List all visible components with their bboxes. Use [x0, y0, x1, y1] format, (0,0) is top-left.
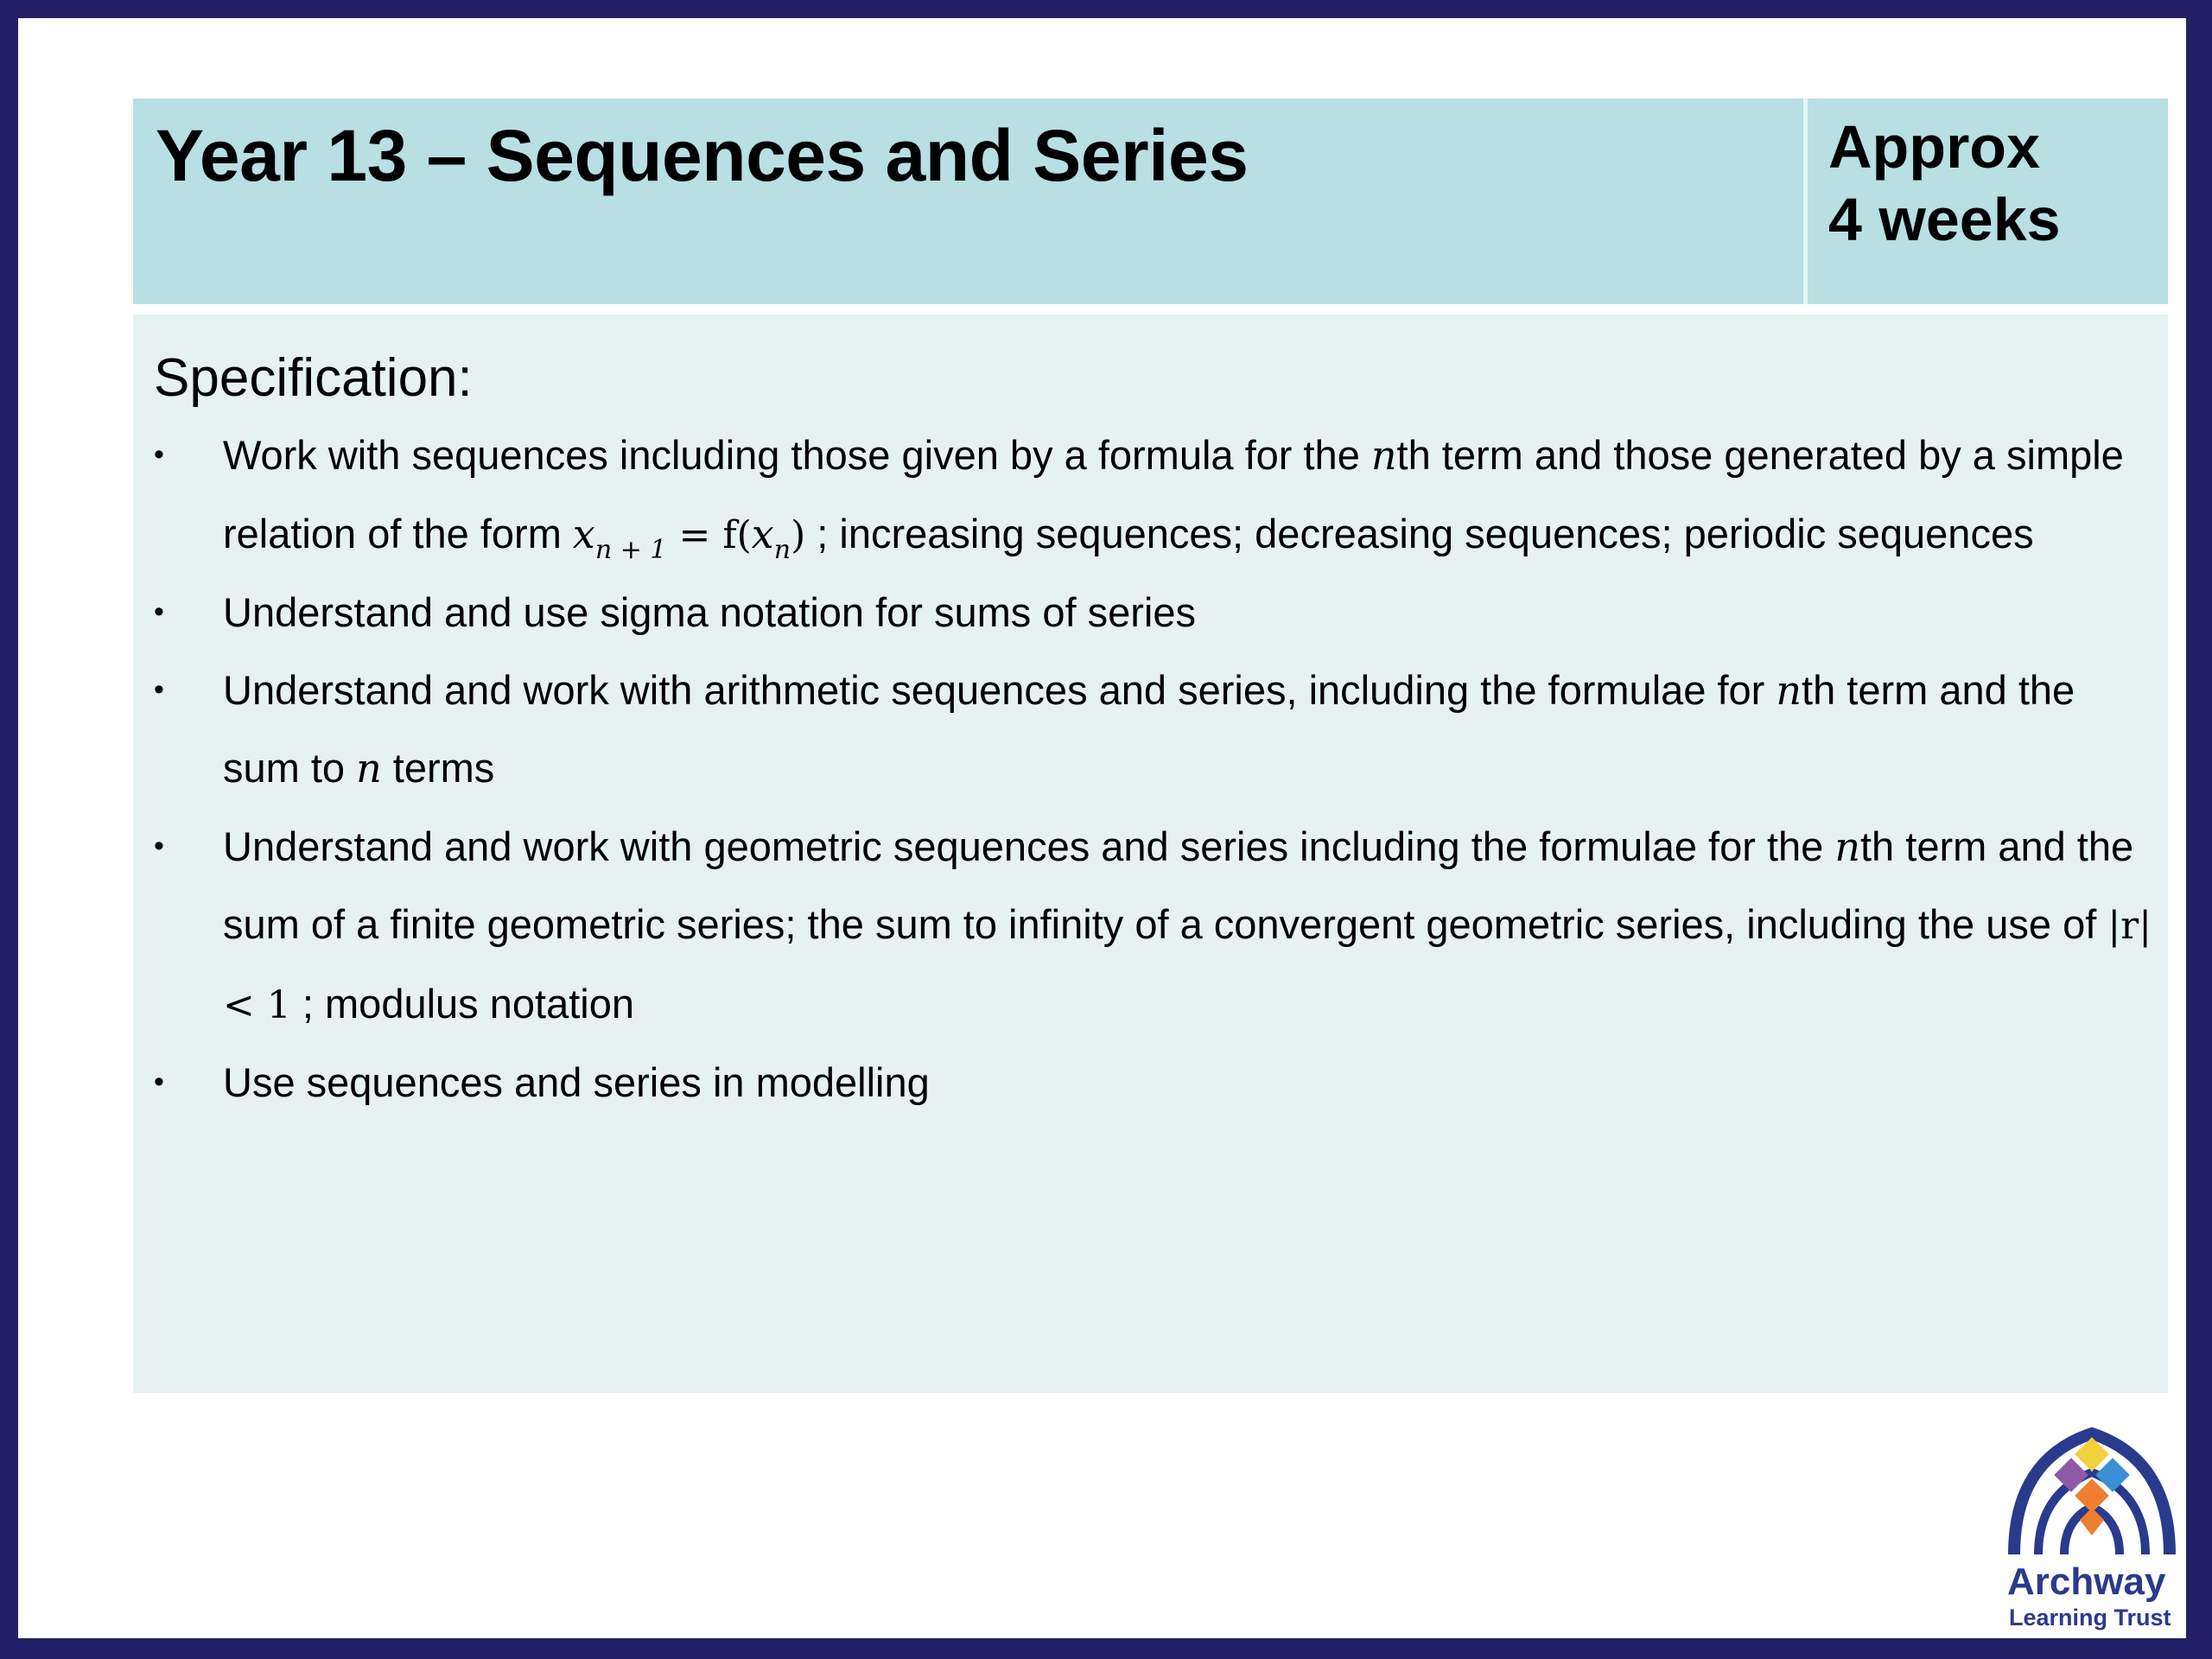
math-paren: ): [791, 512, 806, 557]
logo-name: Archway: [2007, 1560, 2166, 1603]
math-modulus: |r| < 1: [223, 904, 2152, 1027]
duration-line2: 4 weeks: [1828, 186, 2061, 253]
specification-heading: Specification:: [154, 348, 473, 408]
item-text: th term and those generated by a simple relation of the form: [223, 432, 2124, 556]
math-n: n: [1370, 432, 1397, 479]
item-text: th term and the sum to: [223, 666, 2075, 791]
page-title: Year 13 – Sequences and Series: [156, 115, 1249, 196]
item-text: Understand and work with arithmetic sequences and series, including the formulae for: [223, 666, 1777, 713]
math-x: x: [751, 510, 774, 557]
list-item: [154, 652, 2158, 808]
list-item: • Understand and use sigma notation for sums of series: [154, 574, 2158, 652]
math-x: x: [572, 510, 595, 557]
item-text: Work with sequences including those given by a formula for the: [223, 432, 1371, 478]
math-subscript: n + 1: [594, 534, 667, 565]
list-item: [154, 808, 2158, 1045]
list-item: [154, 416, 2158, 574]
duration-label: [1828, 111, 2061, 256]
math-subscript: n: [773, 534, 791, 565]
item-text: ; increasing sequences; decreasing sequences; periodic sequences: [805, 510, 2034, 556]
math-n: n: [1834, 823, 1860, 870]
header-bar: [133, 99, 2168, 304]
item-text: th term and the sum of a finite geometric series; the sum to infinity of a convergent geometric series, including the use of: [223, 823, 2134, 947]
logo-subtitle: Learning Trust: [2009, 1605, 2171, 1630]
item-text: Understand and work with geometric sequences and series including the formulae for the: [223, 823, 1835, 869]
specification-panel: [133, 315, 2168, 1393]
header-divider: [1803, 99, 1808, 304]
specification-list: [154, 416, 2158, 1122]
item-text: ; modulus notation: [290, 980, 634, 1027]
slide: [18, 18, 2186, 1638]
list-item: • Use sequences and series in modelling: [154, 1044, 2158, 1122]
math-n: n: [356, 745, 382, 791]
item-text: terms: [381, 745, 495, 791]
math-n: n: [1776, 666, 1802, 714]
math-equals: = f(: [666, 512, 752, 557]
duration-line1: Approx: [1828, 113, 2040, 181]
